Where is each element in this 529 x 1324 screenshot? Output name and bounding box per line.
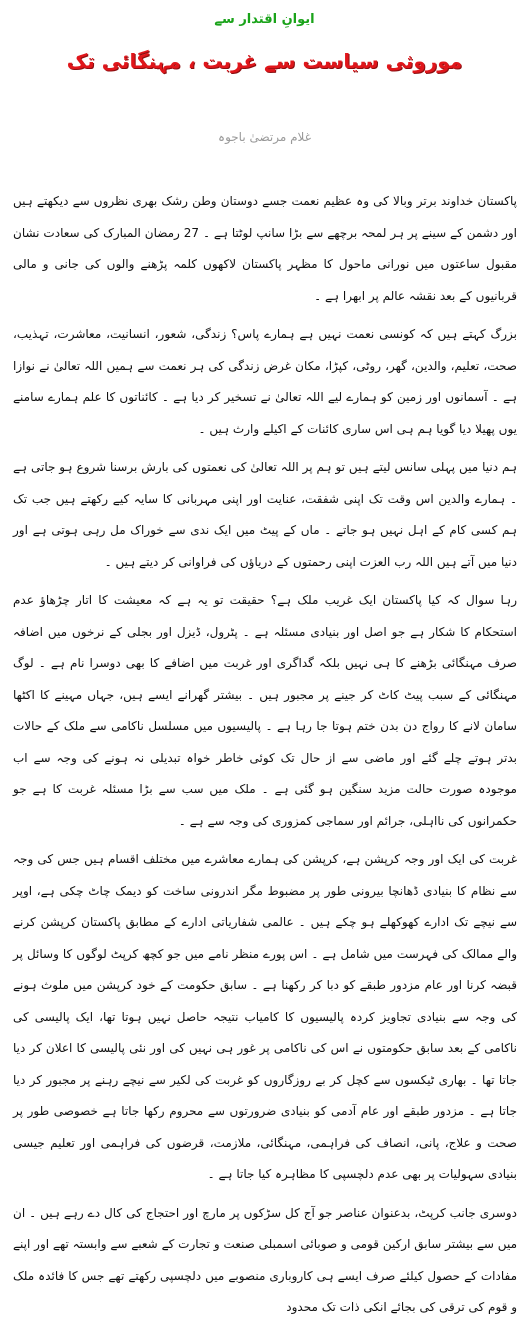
- article-headline: موروثی سیاست سے غربت ، مہنگائی تک: [66, 49, 463, 73]
- author-byline: غلام مرتضیٰ باجوہ: [218, 130, 311, 144]
- paragraph: دوسری جانب کرپٹ، بدعنوان عناصر جو آج کل سڑکوں پر مارچ اور احتجاج کی کال دے رہے ہیں ۔ ان میں سے بیشتر سابق ارکین قومی و صوبائی اسمبلی صنعت و تجارت کے شعبے سے وابستہ تھے اور اپنے مفادات کے حصول کیلئے صرف ایسے ہی کاروباری منصوبے میں دلچسپی رکھتے تھے جس کا فائدہ ملک و قوم کی ترقی کی بجائے انکی ذات تک محدود: [13, 1205, 517, 1314]
- article-body: [13, 186, 517, 1324]
- paragraph: ہم دنیا میں پہلی سانس لیتے ہیں تو ہم پر اللہ تعالیٰ کی نعمتوں کی بارش برسنا شروع ہو جاتی ہے ۔ ہمارے والدین اس وقت تک اپنی شفقت، عنایت اور اپنی مہربانی کا سایہ کیے رکھتے ہیں جب تک ہم کسی کام کے اہل نہیں ہو جاتے ۔ ماں کے پیٹ میں ایک ندی سے خوراک مل رہی ہوتی ہے اور دنیا میں آتے ہیں اللہ رب العزت اپنی رحمتوں کے دریاؤں کی فراوانی کر دیتے ہیں ۔: [13, 460, 517, 569]
- section-kicker: ایوانِ اقتدار سے: [214, 12, 315, 27]
- paragraph: بزرگ کہتے ہیں کہ کونسی نعمت نہیں ہے ہمارے پاس؟ زندگی، شعور، انسانیت، معاشرت، تہذیب، صحت، تعلیم، والدین، گھر، روٹی، کپڑا، مکان غرض زندگی کی ہر نعمت سے ہمیں اللہ تعالیٰ نے نوازا ہے ۔ آسمانوں اور زمین کو ہمارے لیے اللہ تعالیٰ نے تسخیر کر دیا ہے ۔ کائناتوں کا علم ہمارے سامنے یوں پھیلا دیا گویا ہم ہی اس ساری کائنات کے اکیلے وارث ہیں ۔: [13, 327, 517, 436]
- paragraph: پاکستان خداوند برتر وبالا کی وہ عظیم نعمت جسے دوستان وطن رشک بھری نظروں سے دیکھتے ہیں اور دشمن کے سینے پر ہر لمحہ برچھے سے بڑا سانپ لوٹتا ہے ۔ 27 رمضان المبارک کی سعادت نشان مقبول ساعتوں میں نورانی ماحول کا مظہر پاکستان لاکھوں کلمہ پڑھنے والوں کی جانی و مالی قربانیوں کے بعد نقشہ عالم پر ابھرا ہے ۔: [13, 194, 518, 303]
- paragraph: غربت کی ایک اور وجہ کرپشن ہے، کرپشن کی ہمارے معاشرے میں مختلف اقسام ہیں جس کی وجہ سے نظام کا بنیادی ڈھانچا بیرونی طور پر مضبوط مگر اندرونی ساخت کو دیمک چاٹ چکی ہے، اوپر سے نیچے تک ادارے کھوکھلے ہو چکے ہیں ۔ عالمی شفاریاتی ادارے کے مطابق پاکستان کرپشن کرنے والے ممالک کی فہرست میں شامل ہے ۔ اس پورے منظر نامے میں جو کچھ کرپٹ لوگوں کا وسائل پر قبضہ کرنا اور عام مزدور طبقے کو دبا کر رکھنا ہے ۔ سابق حکومت کے خود کرپشن میں ملوث ہونے کی وجہ سے بنیادی تجاویز کردہ پالیسیوں کا کامیاب نتیجہ حاصل نہیں ہوتا تھا، ایک پالیسی کی ناکامی کے بعد سابق حکومتوں نے اس کی ناکامی پر غور ہی نہیں کی اور نئی پالیسی کا اعلان کر دیا جاتا تھا ۔ بھاری ٹیکسوں سے کچل کر بے روزگاروں کو غربت کی لکیر سے نیچے رہنے پر مجبور کر دیا جاتا ہے ۔ مزدور طبقے اور عام آدمی کو بنیادی ضرورتوں سے محروم رکھا جاتا ہے خصوصی طور پر صحت و علاج، پانی، انصاف کی فراہمی، مہنگائی، ملازمت، قرضوں کی فراہمی اور تعلیم جیسی بنیادی سہولیات پر بھی عدم دلچسپی کا مظاہرہ کیا جاتا ہے ۔: [13, 852, 517, 1181]
- paragraph: رہا سوال کہ کیا پاکستان ایک غریب ملک ہے؟ حقیقت تو یہ ہے کہ معیشت کا اتار چڑھاؤ عدم استحکام کا شکار ہے جو اصل اور بنیادی مسئلہ ہے ۔ پٹرول، ڈیزل اور بجلی کے نرخوں میں اضافہ صرف مہنگائی بڑھنے کا ہی نہیں بلکہ گداگری اور غربت میں اضافے کا بھی دوسرا نام ہے ۔ لوگ مہنگائی کے سبب پیٹ کاٹ کر جینے پر مجبور ہیں ۔ بیشتر گھرانے ایسے ہیں، جہاں مہینے کا اکٹھا سامان لانے کا رواج دن بدن ختم ہوتا جا رہا ہے ۔ پالیسیوں میں مسلسل ناکامی سے ملک کے حالات بدتر ہوتے چلے گئے اور ماضی سے از حال تک کوئی خاطر خواہ تبدیلی نہ ہونے کی وجہ سے اب موجودہ صورت حالت مزید سنگین ہو گئی ہے ۔ ملک میں سب سے بڑا مسئلہ غربت کا ہے جو حکمرانوں کی نااہلی، جرائم اور سماجی کمزوری کی وجہ سے ہے ۔: [13, 593, 517, 828]
